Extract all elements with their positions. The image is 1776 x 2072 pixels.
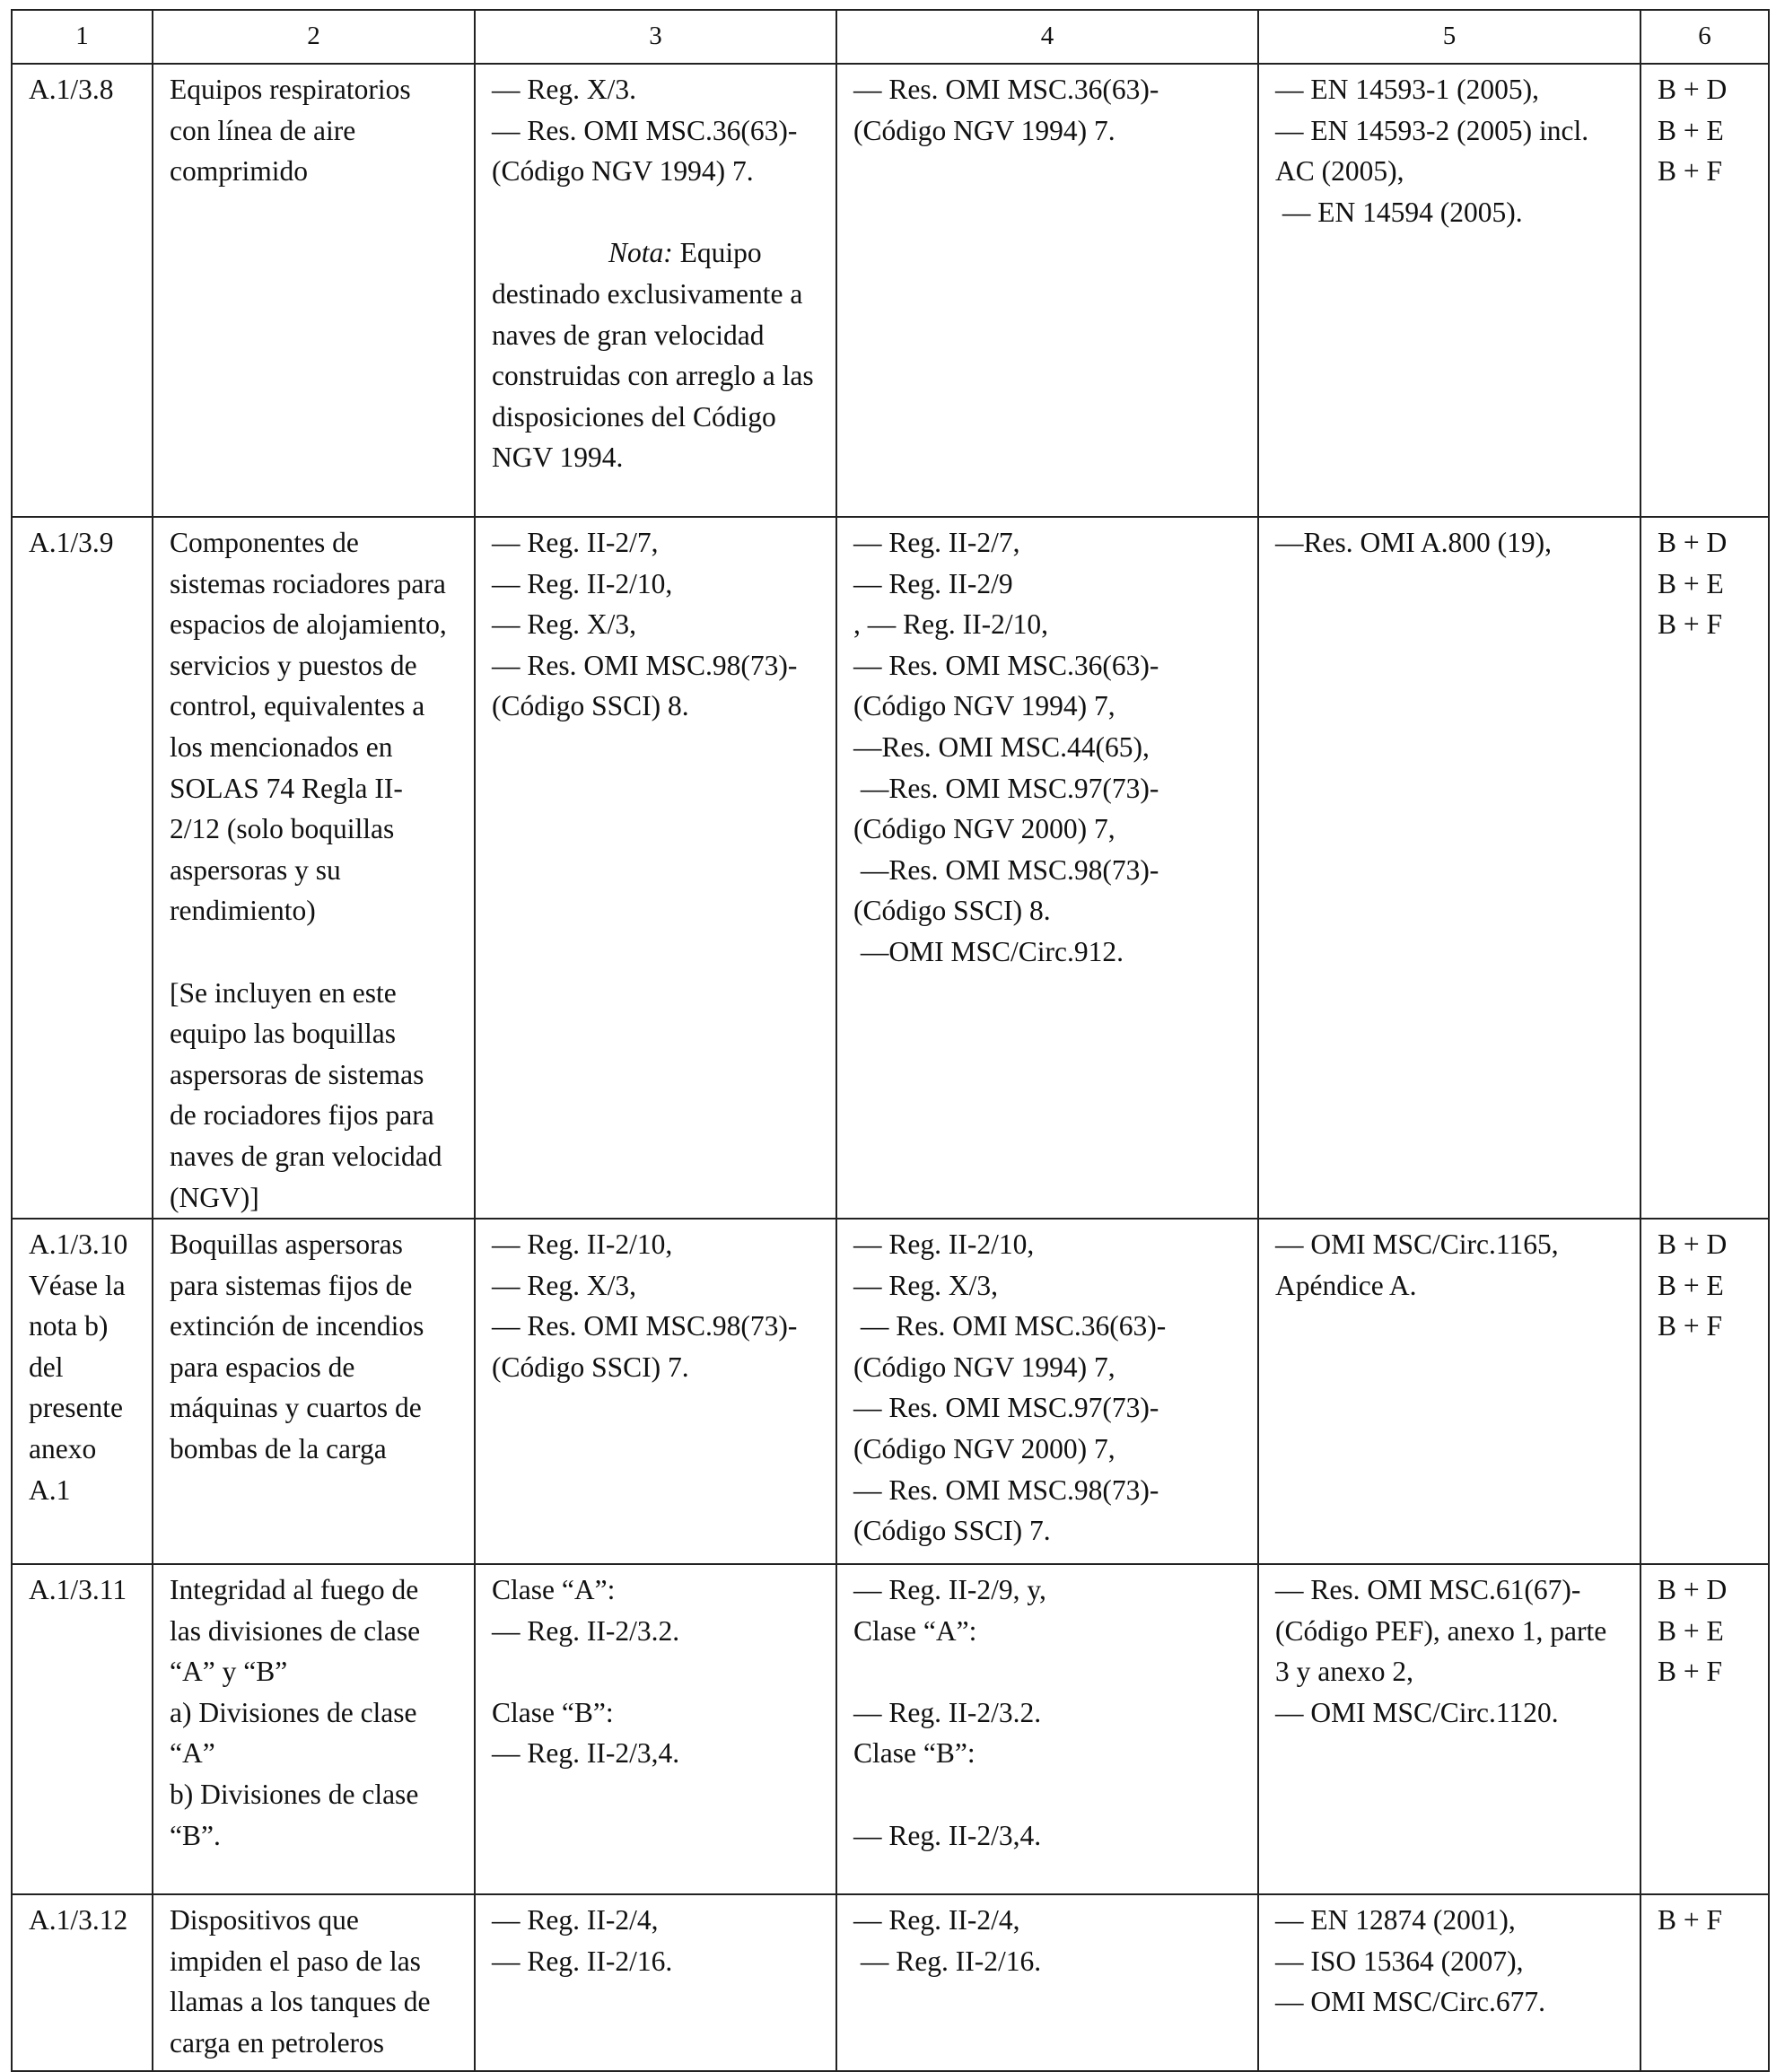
note: Nota: Equipo [608, 237, 762, 269]
table-row [12, 64, 1769, 517]
cell-regulations: — Reg. II-2/7, — Reg. II-2/10, — Reg. X/3, — Res. OMI MSC.98(73)- (Código SSCI) 8. [475, 517, 836, 1219]
col-header-5: 5 [1258, 10, 1640, 64]
cell-applicable-regs: — Reg. II-2/10, — Reg. X/3, — Res. OMI MSC.36(63)- (Código NGV 1994) 7, — Res. OMI MSC.97(73)- (Código NGV 2000) 7, — Res. OMI MSC.98(73)- (Código SSCI) 7. [836, 1219, 1258, 1564]
table-row [12, 517, 1769, 1219]
table-row [12, 1894, 1769, 2071]
cell-regulations: — Reg. X/3. — Res. OMI MSC.36(63)- (Código NGV 1994) 7. Nota: Equipo destinado exclusivamente a naves de gran velocidad construidas con arreglo a las disposiciones del Código NGV 1994. [475, 64, 836, 517]
regulation-table [11, 9, 1770, 2072]
cell-modules: B + D B + E B + F [1640, 517, 1769, 1219]
header-row [12, 10, 1769, 64]
cell-item: Integridad al fuego de las divisiones de clase “A” y “B” a) Divisiones de clase “A” b) Divisiones de clase “B”. [153, 1564, 475, 1894]
col-header-4: 4 [836, 10, 1258, 64]
cell-modules: B + F [1640, 1894, 1769, 2071]
cell-code: A.1/3.8 [12, 64, 153, 517]
cell-regulations: Clase “A”: — Reg. II-2/3.2. Clase “B”: — Reg. II-2/3,4. [475, 1564, 836, 1894]
cell-code: A.1/3.10 Véase la nota b) del presente anexo A.1 [12, 1219, 153, 1564]
cell-modules: B + D B + E B + F [1640, 64, 1769, 517]
note-label: Nota: [608, 237, 673, 269]
cell-standards: — OMI MSC/Circ.1165, Apéndice A. [1258, 1219, 1640, 1564]
table-row [12, 1219, 1769, 1564]
cell-standards: — EN 14593-1 (2005), — EN 14593-2 (2005) incl. AC (2005), — EN 14594 (2005). [1258, 64, 1640, 517]
cell-code: A.1/3.9 [12, 517, 153, 1219]
cell-item: Equipos respiratorios con línea de aire comprimido [153, 64, 475, 517]
cell-regulations: — Reg. II-2/4, — Reg. II-2/16. [475, 1894, 836, 2071]
cell-modules: B + D B + E B + F [1640, 1219, 1769, 1564]
col-header-2: 2 [153, 10, 475, 64]
cell-code: A.1/3.12 [12, 1894, 153, 2071]
cell-modules: B + D B + E B + F [1640, 1564, 1769, 1894]
cell-applicable-regs: — Reg. II-2/7, — Reg. II-2/9 , — Reg. II-2/10, — Res. OMI MSC.36(63)- (Código NGV 1994) 7, —Res. OMI MSC.44(65), —Res. OMI MSC.97(73)- (Código NGV 2000) 7, —Res. OMI MSC.98(73)- (Código SSCI) 8. —OMI MSC/Circ.912. [836, 517, 1258, 1219]
table-row [12, 1564, 1769, 1894]
cell-standards: — Res. OMI MSC.61(67)- (Código PEF), anexo 1, parte 3 y anexo 2, — OMI MSC/Circ.1120. [1258, 1564, 1640, 1894]
cell-standards: —Res. OMI A.800 (19), [1258, 517, 1640, 1219]
cell-applicable-regs: — Res. OMI MSC.36(63)- (Código NGV 1994) 7. [836, 64, 1258, 517]
col-header-6: 6 [1640, 10, 1769, 64]
cell-item: Componentes de sistemas rociadores para espacios de alojamiento, servicios y puestos de control, equivalentes a los mencionados en SOLAS 74 Regla II- 2/12 (solo boquillas aspersoras y su rendimiento) [Se incluyen en este equipo las boquillas aspersoras de sistemas de rociadores fijos para naves de gran velocidad (NGV)] [153, 517, 475, 1219]
cell-applicable-regs: — Reg. II-2/9, y, Clase “A”: — Reg. II-2/3.2. Clase “B”: — Reg. II-2/3,4. [836, 1564, 1258, 1894]
cell-item: Boquillas aspersoras para sistemas fijos de extinción de incendios para espacios de máquinas y cuartos de bombas de la carga [153, 1219, 475, 1564]
cell-standards: — EN 12874 (2001), — ISO 15364 (2007), — OMI MSC/Circ.677. [1258, 1894, 1640, 2071]
col-header-1: 1 [12, 10, 153, 64]
cell-item: Dispositivos que impiden el paso de las llamas a los tanques de carga en petroleros [153, 1894, 475, 2071]
cell-applicable-regs: — Reg. II-2/4, — Reg. II-2/16. [836, 1894, 1258, 2071]
col-header-3: 3 [475, 10, 836, 64]
cell-code: A.1/3.11 [12, 1564, 153, 1894]
cell-regulations: — Reg. II-2/10, — Reg. X/3, — Res. OMI MSC.98(73)- (Código SSCI) 7. [475, 1219, 836, 1564]
